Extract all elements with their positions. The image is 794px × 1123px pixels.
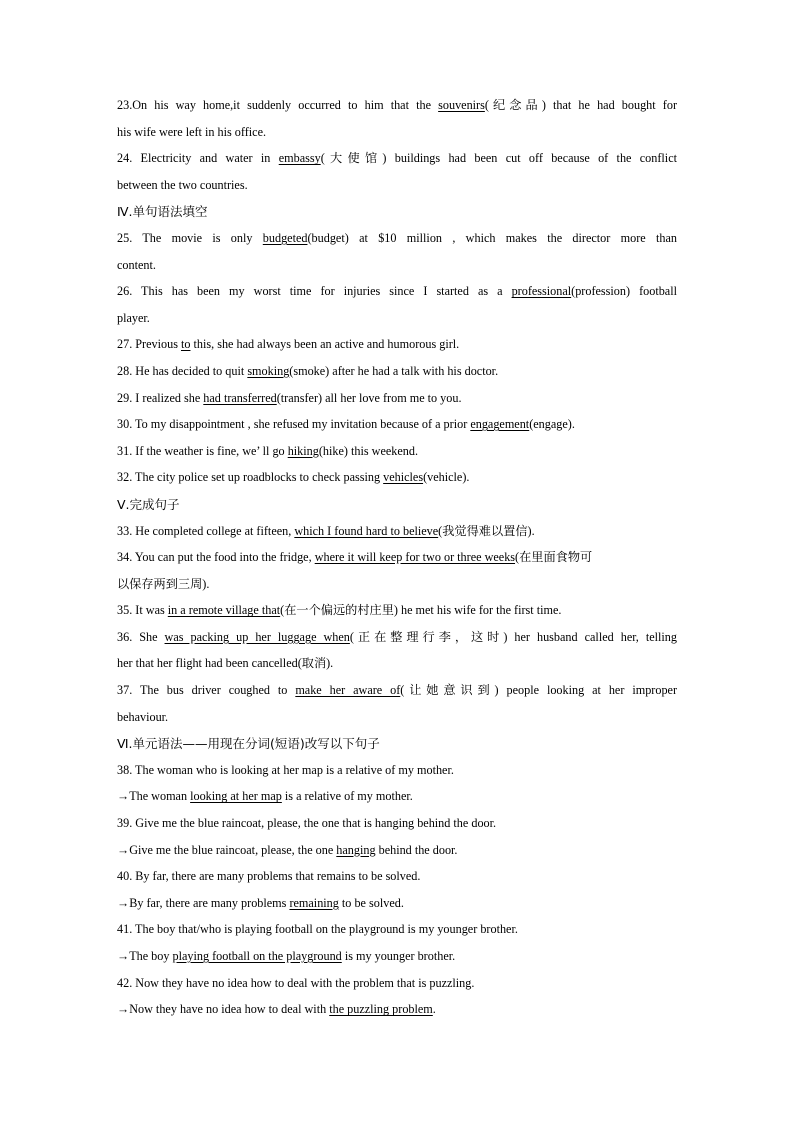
text-line	[117, 252, 677, 279]
text-span: player.	[117, 310, 150, 325]
text-span: (profession) football	[571, 284, 677, 299]
answer-text: to	[180, 337, 191, 352]
text-span: 27. Previous	[117, 337, 181, 352]
text-line	[117, 464, 677, 491]
text-span: 24. Electricity and water in	[117, 151, 279, 166]
text-span: behaviour.	[117, 709, 169, 724]
text-span: →The woman	[117, 789, 191, 804]
text-span: .	[432, 1002, 436, 1017]
answer-text: souvenirs	[438, 98, 485, 112]
text-line	[117, 863, 677, 890]
text-span: 23.On his way home,it suddenly occurred to him that the	[117, 98, 439, 112]
text-span: her that her flight had been cancelled(取消).	[117, 656, 334, 671]
text-line	[117, 225, 677, 252]
answer-text: vehicles	[383, 470, 424, 485]
text-span: this, she had always been an active and humorous girl.	[190, 337, 460, 352]
text-span: is a relative of my mother.	[281, 789, 413, 804]
text-span: 29. I realized she	[117, 390, 204, 405]
text-line	[117, 411, 677, 438]
section-heading	[117, 730, 677, 757]
text-span: (engage).	[529, 417, 575, 432]
text-span: 32. The city police set up roadblocks to check passing	[117, 470, 384, 485]
text-span: 34. You can put the food into the fridge,	[117, 550, 315, 565]
text-span: (在里面食物可	[515, 550, 593, 565]
text-span: (hike) this weekend.	[318, 443, 419, 458]
text-span: (vehicle).	[423, 470, 470, 485]
text-line	[117, 305, 677, 332]
answer-text: hanging	[336, 842, 376, 857]
answer-text: budgeted	[262, 230, 308, 245]
text-line	[117, 544, 677, 571]
text-line	[117, 145, 677, 172]
text-span: Ⅴ.完成句子	[117, 496, 180, 512]
text-span: 41. The boy that/who is playing football on the playground is my younger brother.	[117, 922, 518, 937]
text-line	[117, 278, 677, 305]
text-span: 33. He completed college at fifteen,	[117, 523, 295, 538]
text-span: 25. The movie is only	[117, 230, 263, 245]
text-span: Ⅵ.单元语法——用现在分词(短语)改写以下句子	[117, 736, 380, 752]
text-span: 30. To my disappointment , she refused my invitation because of a prior	[117, 417, 471, 432]
text-line	[117, 704, 677, 731]
answer-text: professional	[511, 284, 572, 299]
text-span: his wife were left in his office.	[117, 124, 267, 139]
text-line	[117, 677, 677, 704]
answer-text: which I found hard to believe	[294, 523, 439, 538]
text-line	[117, 438, 677, 465]
text-span: (纪念品) that he had bought for	[484, 98, 677, 112]
text-span: (正在整理行李，这时) her husband called her, telling	[349, 629, 677, 644]
text-span: (让她意识到) people looking at her improper	[400, 683, 677, 698]
text-line	[117, 783, 677, 810]
text-span: →By far, there are many problems	[117, 895, 290, 910]
text-line	[117, 970, 677, 997]
text-span: →Give me the blue raincoat, please, the one	[117, 842, 337, 857]
answer-text: looking at her map	[190, 789, 282, 804]
answer-text: make her aware of	[295, 683, 401, 698]
text-line	[117, 837, 677, 864]
answer-text: hiking	[287, 443, 319, 458]
answer-text: in a remote village that	[167, 603, 281, 618]
text-line	[117, 597, 677, 624]
text-span: is my younger brother.	[341, 949, 456, 963]
answer-text: where it will keep for two or three weeks	[314, 550, 516, 565]
text-span: 39. Give me the blue raincoat, please, the one that is hanging behind the door.	[117, 816, 497, 831]
text-span: 38. The woman who is looking at her map is a relative of my mother.	[117, 762, 454, 777]
text-span: (smoke) after he had a talk with his doctor.	[289, 363, 499, 378]
text-line	[117, 810, 677, 837]
section-heading	[117, 491, 677, 518]
text-span: to be solved.	[338, 895, 404, 910]
text-line	[117, 172, 677, 199]
answer-text: was packing up her luggage when	[164, 629, 350, 644]
text-span: 31. If the weather is fine, we’ ll go	[117, 443, 288, 458]
text-line	[117, 757, 677, 784]
text-span: content.	[117, 257, 156, 272]
text-line	[117, 92, 677, 119]
text-span: 37. The bus driver coughed to	[117, 683, 296, 698]
text-span: 28. He has decided to quit	[117, 363, 248, 378]
text-span: between the two countries.	[117, 177, 248, 192]
answer-text: had transferred	[203, 390, 277, 405]
answer-text: smoking	[247, 363, 290, 378]
text-span: behind the door.	[375, 842, 458, 857]
text-span: 40. By far, there are many problems that remains to be solved.	[117, 869, 421, 884]
text-line	[117, 916, 677, 943]
text-span: 以保存两到三周).	[117, 576, 210, 591]
section-heading	[117, 198, 677, 225]
text-line	[117, 943, 677, 970]
text-line	[117, 650, 677, 677]
text-span: (我觉得难以置信).	[438, 523, 535, 538]
text-span: (budget) at $10 million , which makes the director more than	[307, 230, 677, 245]
text-span: (transfer) all her love from me to you.	[276, 390, 462, 405]
text-span: 26. This has been my worst time for injuries since I started as a	[117, 284, 512, 299]
answer-text: embassy	[278, 151, 321, 166]
text-line	[117, 119, 677, 146]
text-span: 35. It was	[117, 603, 168, 618]
answer-text: engagement	[470, 417, 530, 432]
text-line	[117, 518, 677, 545]
text-line	[117, 331, 677, 358]
answer-text: playing football on the playground	[172, 949, 342, 963]
text-span: 36. She	[117, 629, 165, 644]
text-span: Ⅳ.单句语法填空	[117, 204, 208, 220]
text-span: (大使馆) buildings had been cut off because of the conflict	[320, 151, 677, 166]
text-span: (在一个偏远的村庄里) he met his wife for the first time.	[280, 603, 562, 618]
text-line	[117, 890, 677, 917]
text-line	[117, 624, 677, 651]
document-page	[117, 92, 677, 1023]
text-span: →Now they have no idea how to deal with	[117, 1002, 330, 1017]
text-span: →The boy	[117, 949, 173, 963]
text-line	[117, 385, 677, 412]
answer-text: remaining	[289, 895, 339, 910]
text-line	[117, 571, 677, 598]
text-line	[117, 358, 677, 385]
text-line	[117, 996, 677, 1023]
text-span: 42. Now they have no idea how to deal with the problem that is puzzling.	[117, 975, 475, 990]
answer-text: the puzzling problem	[329, 1002, 433, 1017]
